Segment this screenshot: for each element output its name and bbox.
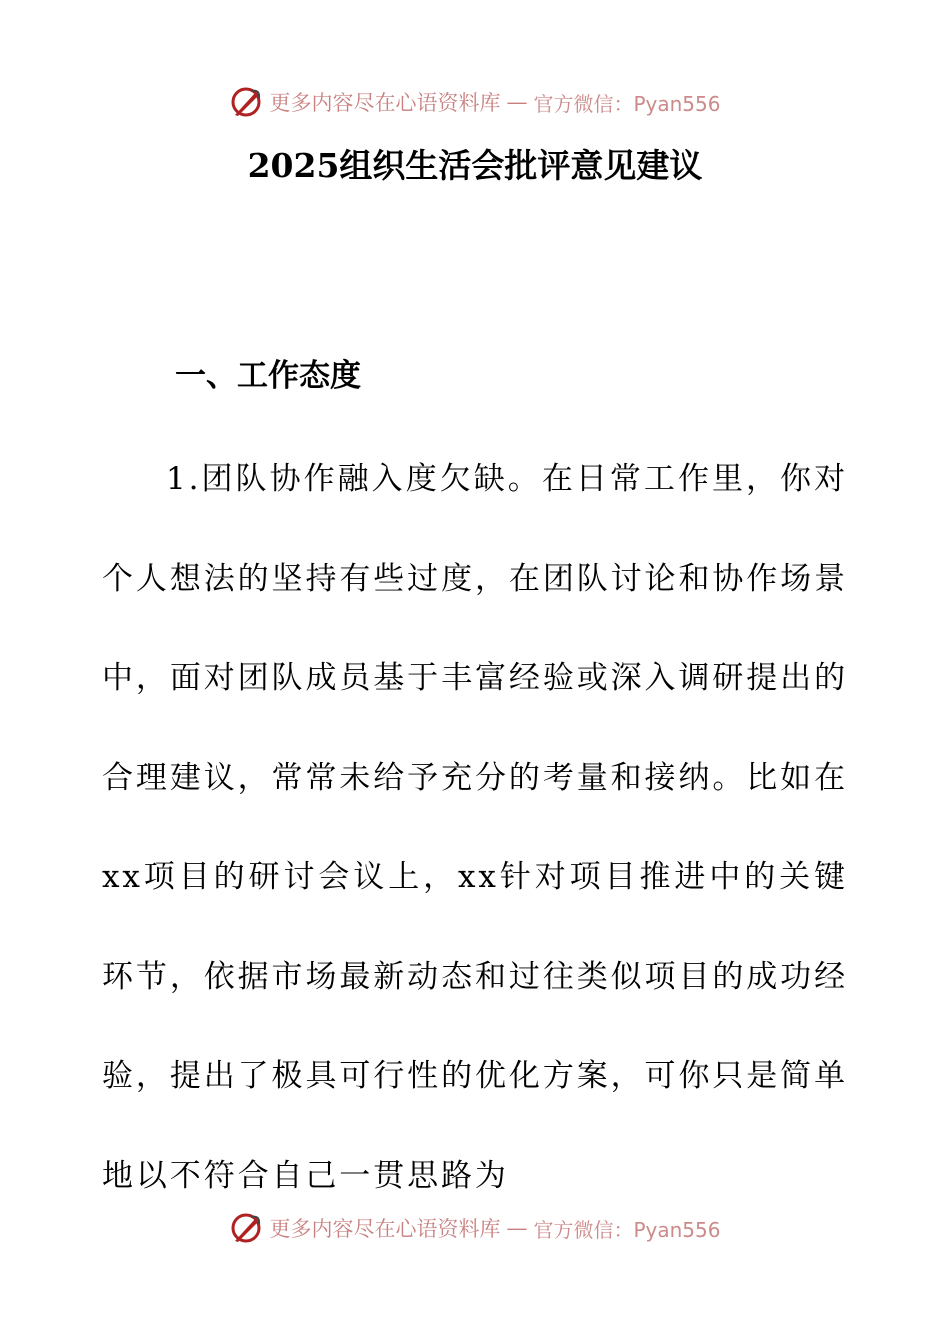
quill-pen-logo-icon <box>229 85 263 119</box>
document-title: 2025组织生活会批评意见建议 <box>247 146 703 185</box>
watermark-contact: 官方微信：Pyan556 <box>533 91 721 116</box>
section-heading: 一、工作态度 <box>175 358 361 394</box>
header-watermark <box>0 82 950 122</box>
body-paragraph: 1.团队协作融入度欠缺。在日常工作里，你对个人想法的坚持有些过度，在团队讨论和协作场景中，面对团队成员基于丰富经验或深入调研提出的合理建议，常常未给予充分的考量和接纳。比如在xx项目的研讨会议上，xx针对项目推进中的关键环节，依据市场最新动态和过往类似项目的成功经验，提出了极具可行性的优化方案，可你只是简单地以不符合自己一贯思路为 <box>102 461 848 1194</box>
footer-watermark <box>0 1208 950 1248</box>
watermark-contact: 官方微信：Pyan556 <box>533 1217 721 1242</box>
watermark-separator: — <box>506 90 528 114</box>
watermark-text: 更多内容尽在心语资料库 <box>269 1217 501 1241</box>
watermark-text: 更多内容尽在心语资料库 <box>269 91 501 115</box>
quill-pen-logo-icon <box>229 1211 263 1245</box>
watermark-separator: — <box>506 1216 528 1240</box>
